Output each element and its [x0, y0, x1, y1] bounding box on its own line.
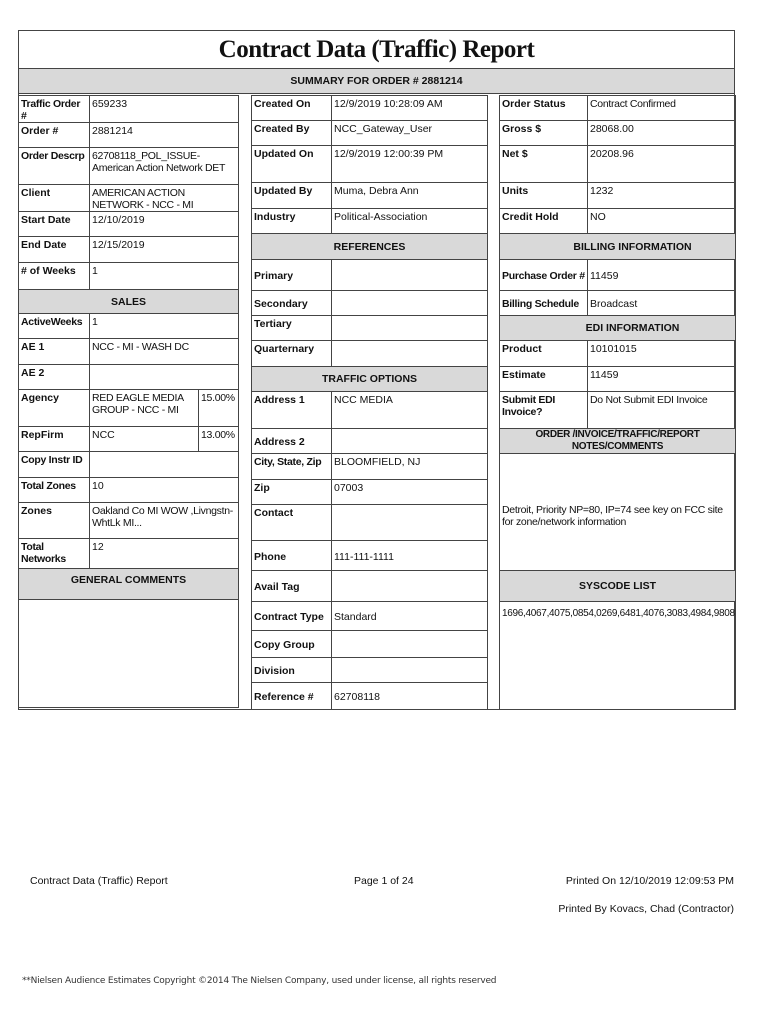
label-secondary: Secondary — [252, 291, 332, 316]
value-division — [332, 658, 488, 683]
label-order-number: Order # — [19, 123, 90, 148]
label-product: Product — [500, 341, 588, 367]
label-traffic-order: Traffic Order # — [19, 96, 90, 123]
syscode-text: 1696,4067,4075,0854,0269,6481,4076,3083,4984,9808 — [500, 602, 736, 710]
value-num-weeks: 1 — [90, 263, 239, 290]
value-billing-schedule: Broadcast — [588, 291, 736, 316]
zones-table — [18, 451, 239, 708]
value-address1: NCC MEDIA — [332, 392, 488, 429]
value-industry: Political-Association — [332, 209, 488, 234]
footer-report-name: Contract Data (Traffic) Report — [30, 875, 168, 887]
label-client: Client — [19, 185, 90, 212]
value-copy-instr — [90, 452, 239, 478]
value-agency: RED EAGLE MEDIA GROUP - NCC - MI — [90, 390, 199, 427]
label-agency: Agency — [19, 390, 90, 427]
label-contact: Contact — [252, 505, 332, 541]
label-reference: Reference # — [252, 683, 332, 710]
value-estimate: 11459 — [588, 367, 736, 392]
value-net: 20208.96 — [588, 146, 736, 183]
label-industry: Industry — [252, 209, 332, 234]
value-secondary — [332, 291, 488, 316]
value-ae2 — [90, 365, 239, 390]
footer-page-number: Page 1 of 24 — [354, 875, 414, 887]
value-contract-type: Standard — [332, 602, 488, 631]
value-address2 — [332, 429, 488, 454]
label-num-weeks: # of Weeks — [19, 263, 90, 290]
label-active-weeks: ActiveWeeks — [19, 314, 90, 339]
label-primary: Primary — [252, 260, 332, 291]
agency-table — [18, 389, 239, 452]
value-purchase-order: 11459 — [588, 260, 736, 291]
value-city-state-zip: BLOOMFIELD, NJ — [332, 454, 488, 480]
billing-header: BILLING INFORMATION — [500, 234, 736, 260]
label-order-status: Order Status — [500, 96, 588, 121]
repfirm-pct: 13.00% — [199, 427, 239, 452]
label-address1: Address 1 — [252, 392, 332, 429]
label-end-date: End Date — [19, 237, 90, 263]
label-contract-type: Contract Type — [252, 602, 332, 631]
value-start-date: 12/10/2019 — [90, 212, 239, 237]
value-product: 10101015 — [588, 341, 736, 367]
value-gross: 28068.00 — [588, 121, 736, 146]
label-submit-edi: Submit EDI Invoice? — [500, 392, 588, 429]
label-gross: Gross $ — [500, 121, 588, 146]
column-status-info — [499, 95, 736, 710]
value-phone: 111-111-1111 — [332, 541, 488, 571]
copyright-notice: **Nielsen Audience Estimates Copyright ©2014 The Nielsen Company, used under license, all rights reserved — [22, 976, 497, 986]
general-comments-body — [19, 600, 239, 708]
value-order-number: 2881214 — [90, 123, 239, 148]
value-zip: 07003 — [332, 480, 488, 505]
value-updated-by: Muma, Debra Ann — [332, 183, 488, 209]
label-order-descrp: Order Descrp — [19, 148, 90, 185]
label-net: Net $ — [500, 146, 588, 183]
column-created-info — [251, 95, 488, 710]
value-credit-hold: NO — [588, 209, 736, 234]
label-created-on: Created On — [252, 96, 332, 121]
label-zones: Zones — [19, 503, 90, 539]
label-copy-group: Copy Group — [252, 631, 332, 658]
value-zones: Oakland Co MI WOW ,Livngstn-WhtLk MI... — [90, 503, 239, 539]
label-created-by: Created By — [252, 121, 332, 146]
value-primary — [332, 260, 488, 291]
label-repfirm: RepFirm — [19, 427, 90, 452]
label-start-date: Start Date — [19, 212, 90, 237]
label-city-state-zip: City, State, Zip — [252, 454, 332, 480]
value-submit-edi: Do Not Submit EDI Invoice — [588, 392, 736, 429]
footer-printed-on: Printed On 12/10/2019 12:09:53 PM — [565, 875, 734, 887]
label-billing-schedule: Billing Schedule — [500, 291, 588, 316]
value-reference: 62708118 — [332, 683, 488, 710]
notes-text: Detroit, Priority NP=80, IP=74 see key on FCC site for zone/network information — [500, 454, 736, 571]
value-created-by: NCC_Gateway_User — [332, 121, 488, 146]
value-avail-tag — [332, 571, 488, 602]
value-updated-on: 12/9/2019 12:00:39 PM — [332, 146, 488, 183]
label-updated-by: Updated By — [252, 183, 332, 209]
syscode-header: SYSCODE LIST — [500, 571, 736, 602]
edi-header: EDI INFORMATION — [500, 316, 736, 341]
value-order-descrp: 62708118_POL_ISSUE- American Action Network DET — [90, 148, 239, 185]
value-repfirm: NCC — [90, 427, 199, 452]
value-active-weeks: 1 — [90, 314, 239, 339]
value-traffic-order: 659233 — [90, 96, 239, 123]
label-quarternary: Quarternary — [252, 341, 332, 367]
value-ae1: NCC - MI - WASH DC — [90, 339, 239, 365]
column-order-info — [18, 95, 239, 390]
general-comments-header: GENERAL COMMENTS — [19, 569, 239, 600]
label-copy-instr: Copy Instr ID — [19, 452, 90, 478]
label-purchase-order: Purchase Order # — [500, 260, 588, 291]
value-end-date: 12/15/2019 — [90, 237, 239, 263]
value-created-on: 12/9/2019 10:28:09 AM — [332, 96, 488, 121]
agency-pct: 15.00% — [199, 390, 239, 427]
footer-printed-by: Printed By Kovacs, Chad (Contractor) — [558, 903, 734, 915]
label-zip: Zip — [252, 480, 332, 505]
label-ae1: AE 1 — [19, 339, 90, 365]
label-avail-tag: Avail Tag — [252, 571, 332, 602]
value-total-networks: 12 — [90, 539, 239, 569]
notes-header: ORDER /INVOICE/TRAFFIC/REPORT NOTES/COMMENTS — [500, 429, 736, 454]
label-division: Division — [252, 658, 332, 683]
value-client: AMERICAN ACTION NETWORK - NCC - MI — [90, 185, 239, 212]
summary-header: SUMMARY FOR ORDER # 2881214 — [18, 68, 735, 94]
label-total-networks: Total Networks — [19, 539, 90, 569]
label-units: Units — [500, 183, 588, 209]
report-title: Contract Data (Traffic) Report — [18, 30, 735, 68]
value-units: 1232 — [588, 183, 736, 209]
value-copy-group — [332, 631, 488, 658]
references-header: REFERENCES — [252, 234, 488, 260]
value-quarternary — [332, 341, 488, 367]
value-contact — [332, 505, 488, 541]
label-total-zones: Total Zones — [19, 478, 90, 503]
value-order-status: Contract Confirmed — [588, 96, 736, 121]
label-ae2: AE 2 — [19, 365, 90, 390]
label-estimate: Estimate — [500, 367, 588, 392]
value-tertiary — [332, 316, 488, 341]
label-updated-on: Updated On — [252, 146, 332, 183]
label-credit-hold: Credit Hold — [500, 209, 588, 234]
label-phone: Phone — [252, 541, 332, 571]
traffic-options-header: TRAFFIC OPTIONS — [252, 367, 488, 392]
value-total-zones: 10 — [90, 478, 239, 503]
label-tertiary: Tertiary — [252, 316, 332, 341]
label-address2: Address 2 — [252, 429, 332, 454]
sales-header: SALES — [19, 290, 239, 314]
